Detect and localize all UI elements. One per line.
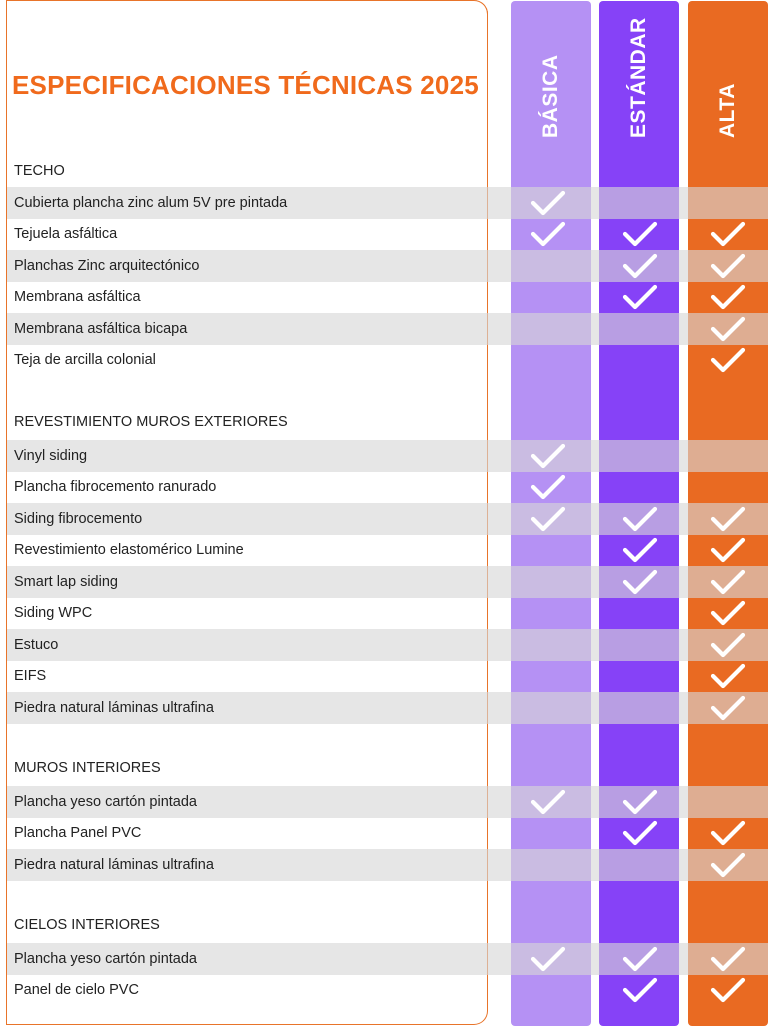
table-row-label: Membrana asfáltica xyxy=(14,289,141,305)
table-row-label: Teja de arcilla colonial xyxy=(14,352,156,368)
section-heading: CIELOS INTERIORES xyxy=(14,917,160,933)
check-icon xyxy=(530,189,566,217)
check-icon xyxy=(622,819,658,847)
table-row-label: Membrana asfáltica bicapa xyxy=(14,321,188,337)
table-row-label: Siding WPC xyxy=(14,605,93,621)
table-row-label: Tejuela asfáltica xyxy=(14,226,118,242)
check-icon xyxy=(710,568,746,596)
check-icon xyxy=(710,631,746,659)
table-row-label: Estuco xyxy=(14,637,59,653)
check-icon xyxy=(530,473,566,501)
check-icon xyxy=(710,220,746,248)
check-icon xyxy=(710,819,746,847)
check-icon xyxy=(710,536,746,564)
check-icon xyxy=(530,945,566,973)
check-icon xyxy=(530,220,566,248)
check-icon xyxy=(710,252,746,280)
section-heading: TECHO xyxy=(14,163,65,179)
check-icon xyxy=(710,505,746,533)
check-icon xyxy=(710,851,746,879)
table-row-label: Revestimiento elastomérico Lumine xyxy=(14,542,244,558)
table-row-label: Planchas Zinc arquitectónico xyxy=(14,258,200,274)
column-label-alta: ALTA xyxy=(716,83,739,138)
check-icon xyxy=(622,788,658,816)
table-row-label: Smart lap siding xyxy=(14,574,118,590)
page-title: ESPECIFICACIONES TÉCNICAS 2025 xyxy=(12,70,479,100)
section-heading: MUROS INTERIORES xyxy=(14,760,161,776)
table-row-label: Plancha Panel PVC xyxy=(14,825,142,841)
check-icon xyxy=(622,536,658,564)
check-icon xyxy=(710,945,746,973)
check-icon xyxy=(530,442,566,470)
section-heading: REVESTIMIENTO MUROS EXTERIORES xyxy=(14,414,288,430)
content-frame-top xyxy=(6,0,488,20)
table-row-band xyxy=(7,440,768,472)
table-row-label: Piedra natural láminas ultrafina xyxy=(14,700,214,716)
table-row-label: Siding fibrocemento xyxy=(14,511,143,527)
check-icon xyxy=(710,315,746,343)
check-icon xyxy=(622,252,658,280)
check-icon xyxy=(710,662,746,690)
table-row-label: Piedra natural láminas ultrafina xyxy=(14,857,214,873)
check-icon xyxy=(530,505,566,533)
check-icon xyxy=(710,976,746,1004)
check-icon xyxy=(622,220,658,248)
table-row-label: Vinyl siding xyxy=(14,448,88,464)
check-icon xyxy=(710,283,746,311)
column-label-basica: BÁSICA xyxy=(539,54,562,138)
check-icon xyxy=(622,976,658,1004)
check-icon xyxy=(622,945,658,973)
table-row-label: Plancha yeso cartón pintada xyxy=(14,794,197,810)
table-row-label: EIFS xyxy=(14,668,47,684)
check-icon xyxy=(622,568,658,596)
check-icon xyxy=(710,346,746,374)
check-icon xyxy=(622,505,658,533)
table-row-label: Panel de cielo PVC xyxy=(14,982,139,998)
column-label-estandar: ESTÁNDAR xyxy=(627,17,650,138)
table-row-label: Plancha fibrocemento ranurado xyxy=(14,479,217,495)
check-icon xyxy=(622,283,658,311)
check-icon xyxy=(530,788,566,816)
check-icon xyxy=(710,694,746,722)
check-icon xyxy=(710,599,746,627)
table-row-band xyxy=(7,629,768,661)
table-row-label: Cubierta plancha zinc alum 5V pre pintada xyxy=(14,195,288,211)
table-row-label: Plancha yeso cartón pintada xyxy=(14,951,197,967)
